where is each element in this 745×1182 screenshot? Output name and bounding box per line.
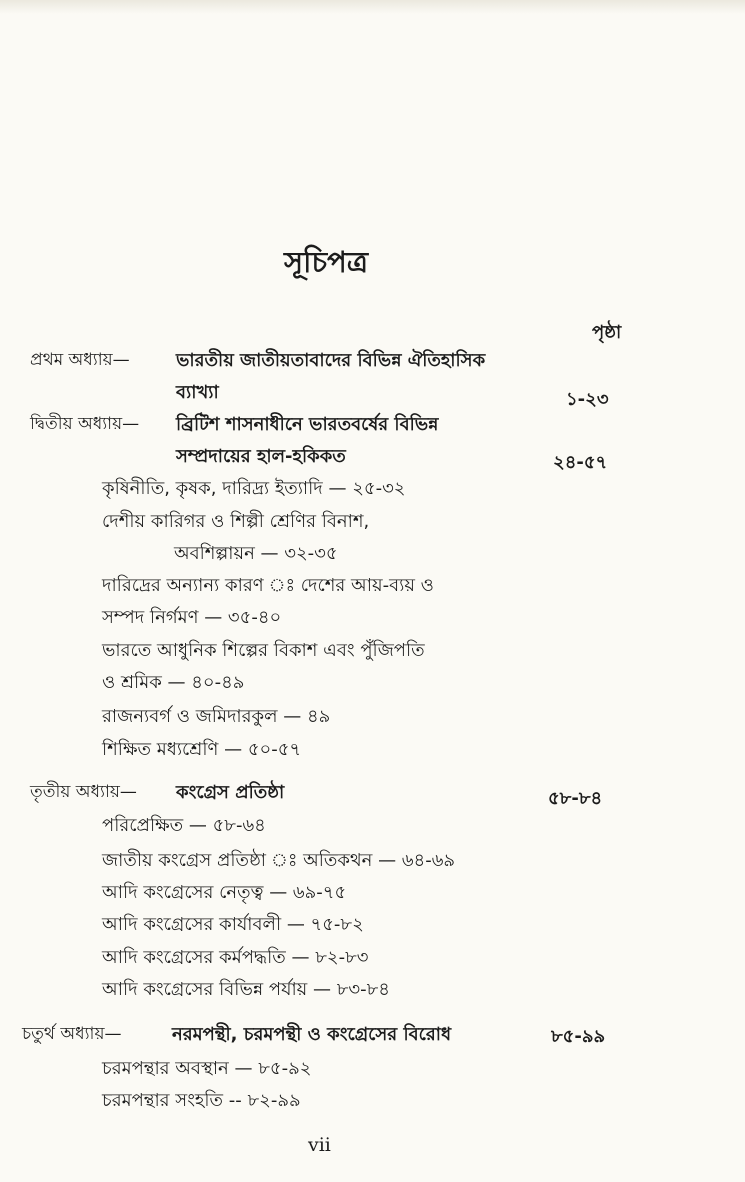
section-line: ভারতে আধুনিক শিল্পের বিকাশ এবং পুঁজিপতি [102,640,425,661]
chapter-label: তৃতীয় অধ্যায়— [30,782,137,802]
chapter-title-line: ব্রিটিশ শাসনাধীনে ভারতবর্ষের বিভিন্ন [176,414,439,435]
chapter-title-line: ভারতীয় জাতীয়তাবাদের বিভিন্ন ঐতিহাসিক [176,350,486,371]
section-line: চরমপন্থার অবস্থান — ৮৫-৯২ [102,1058,312,1079]
chapter-pages: ২৪-৫৭ [553,452,608,473]
section-line: সম্পদ নির্গমণ — ৩৫-৪০ [102,607,282,628]
section-line: রাজন্যবর্গ ও জমিদারকুল — ৪৯ [102,706,331,727]
section-line: চরমপন্থার সংহতি -- ৮২-৯৯ [102,1090,301,1111]
section-line: দেশীয় কারিগর ও শিল্পী শ্রেণির বিনাশ, [102,511,370,532]
chapter-label: চতুর্থ অধ্যায়— [22,1024,122,1044]
section-line: আদি কংগ্রেসের কর্মপদ্ধতি — ৮২-৮৩ [102,947,369,968]
section-line: আদি কংগ্রেসের নেতৃত্ব — ৬৯-৭৫ [102,882,347,903]
page-title: সূচিপত্র [284,245,369,279]
section-line: জাতীয় কংগ্রেস প্রতিষ্ঠা ঃ অতিকথন — ৬৪-৬৯ [102,850,456,871]
chapter-title-line: কংগ্রেস প্রতিষ্ঠা [176,782,285,803]
top-edge-shadow [0,0,745,14]
chapter-pages: ৮৫-৯৯ [551,1026,606,1047]
page-column-header: পৃষ্ঠা [592,322,622,343]
section-line: আদি কংগ্রেসের কার্যাবলী — ৭৫-৮২ [102,914,364,935]
section-line: অবশিল্পায়ন — ৩২-৩৫ [174,543,338,564]
chapter-title-line: নরমপন্থী, চরমপন্থী ও কংগ্রেসের বিরোধ [172,1024,452,1045]
section-line: আদি কংগ্রেসের বিভিন্ন পর্যায় — ৮৩-৮৪ [102,979,390,1000]
chapter-pages: ৫৮-৮৪ [548,788,603,809]
section-line: পরিপ্রেক্ষিত — ৫৮-৬৪ [102,815,266,836]
section-line: শিক্ষিত মধ্যশ্রেণি — ৫০-৫৭ [102,739,302,760]
chapter-title-line: ব্যাখ্যা [176,382,219,403]
chapter-label: প্রথম অধ্যায়— [30,350,130,370]
page-folio: vii [308,1134,331,1156]
section-line: দারিদ্রের অন্যান্য কারণ ঃ দেশের আয়-ব্যয় ও [102,575,434,596]
section-line: কৃষিনীতি, কৃষক, দারিদ্র্য ইত্যাদি — ২৫-৩২ [102,478,406,499]
section-line: ও শ্রমিক — ৪০-৪৯ [102,672,245,693]
chapter-label: দ্বিতীয় অধ্যায়— [30,414,140,434]
chapter-title-line: সম্প্রদায়ের হাল-হকিকত [176,446,346,467]
chapter-pages: ১-২৩ [566,389,609,410]
